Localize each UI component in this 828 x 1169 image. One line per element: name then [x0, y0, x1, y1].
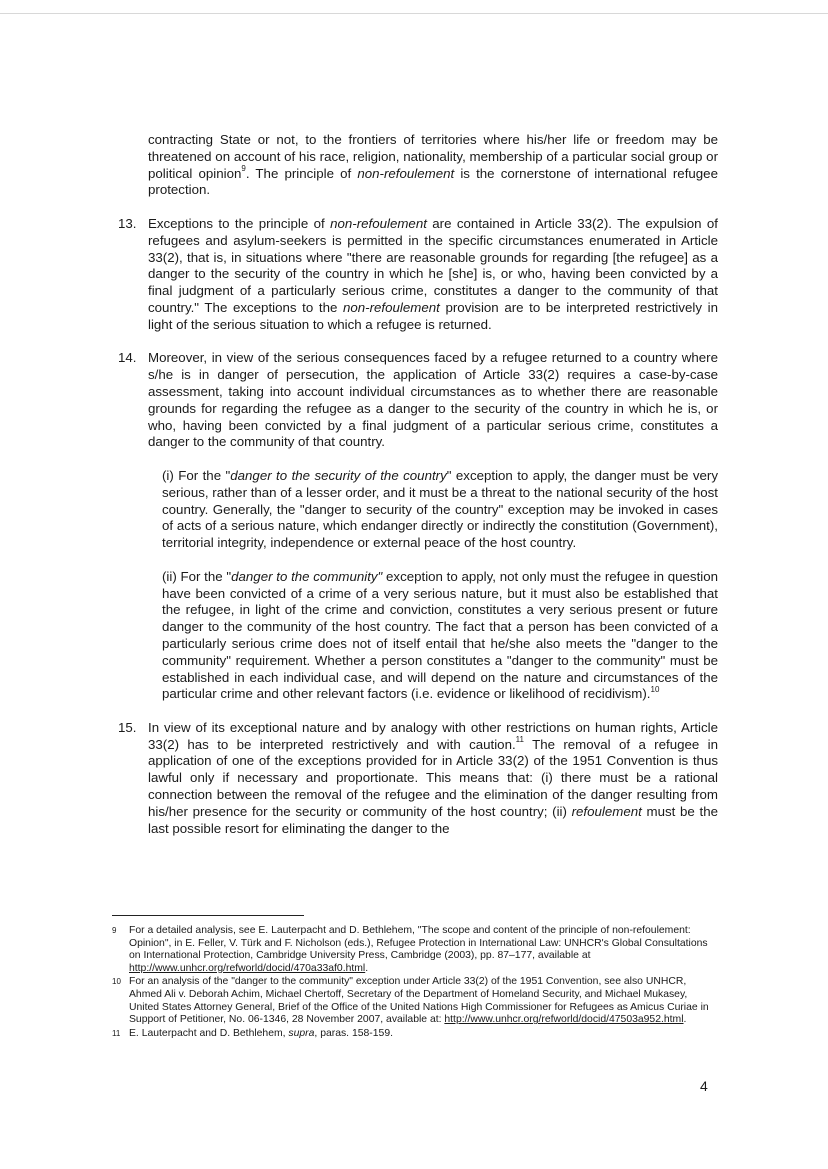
- paragraph-13: 13. Exceptions to the principle of non-refoulement are contained in Article 33(2). The expulsion of refugees and asylum-seekers is permitted in the specific circumstances enumerated in Article 33(2), that is, in situations where "there are reasonable grounds for regarding [the refugee] as a danger to the security of the country in which he [she] is, or who, having been convicted by a final judgment of a particularly serious crime, constitutes a danger to the community of that country." The exceptions to the non-refoulement provision are to be interpreted restrictively in light of the serious situation to which a refugee is returned.: [118, 215, 718, 332]
- footnote-ref-10: 10: [650, 684, 660, 694]
- paragraph-14: 14. Moreover, in view of the serious consequences faced by a refugee returned to a country where s/he is in danger of persecution, the application of Article 33(2) requires a case-by-case assessment, taking into account individual circumstances as to whether there are reasonable grounds for regarding the refugee as a danger to the security of the country in which he is, or who, having been convicted by a final judgment of a particular serious crime, constitutes a danger to the community of that country.: [118, 350, 718, 450]
- footnote-11: 11 E. Lauterpacht and D. Bethlehem, supra, paras. 158-159.: [112, 1027, 393, 1039]
- footnote-10: 10 For an analysis of the "danger to the community" exception under Article 33(2) of the 1951 Convention, see also UNHCR, Ahmed Ali v. Deborah Achim, Michael Chertoff, Secretary of the Department of Homeland Security, and Michael Mukasey, United States Attorney General, Brief of the Office of the United Nations High Commissioner for Refugees as Amicus Curiae in Support of Petitioner, No. 06-1346, 28 November 2007, available at: http://www.unhcr.org/refworld/docid/47503a952.html.: [112, 976, 709, 1026]
- page-number: 4: [700, 1078, 708, 1094]
- paragraph-number: 14.: [118, 350, 137, 366]
- footnote-ref-9: 9: [241, 164, 246, 174]
- page-top-edge: [0, 13, 828, 14]
- footnotes: [112, 925, 718, 1041]
- footnote-link[interactable]: http://www.unhcr.org/refworld/docid/47503a952.html: [444, 1014, 684, 1026]
- paragraph-number: 15.: [118, 719, 137, 735]
- footnote-ref-11: 11: [515, 735, 524, 745]
- footnote-9: 9 For a detailed analysis, see E. Lauterpacht and D. Bethlehem, "The scope and content of the principle of non-refoulement: Opinion", in E. Feller, V. Türk and F. Nicholson (eds.), Refugee Protection in International Law: UNHCR's Global Consultations on International Protection, Cambridge University Press, Cambridge (2003), pp. 87–177, available at http://www.unhcr.org/refworld/docid/470a33af0.html.: [112, 925, 708, 974]
- footnote-separator: [112, 915, 304, 916]
- paragraph-15: 15. In view of its exceptional nature and by analogy with other restrictions on human rights, Article 33(2) has to be interpreted restrictively and with caution.$^{11}$ The removal of a refugee in application of one of the exceptions provided for in Article 33(2) of the 1951 Convention is thus lawful only if necessary and proportionate. This means that: (i) there must be a rational connection between the removal of the refugee and the elimination of the danger resulting from his/her presence for the security or community of the host country; (ii) refoulement must be the last possible resort for eliminating the danger to the: [118, 719, 718, 836]
- subparagraph-i: (i) For the "danger to the security of the country" exception to apply, the danger must be very serious, rather than of a lesser order, and it must be a threat to the national security of the host country. Generally, the "danger to security of the country" exception may be invoked in cases of acts of a serious nature, which endanger directly or indirectly the constitution (Government), territorial integrity, independence or external peace of the host country.: [162, 467, 718, 551]
- subparagraph-ii: (ii) For the "danger to the community" exception to apply, not only must the refugee in question have been convicted of a crime of a very serious nature, but it must also be established that the refugee, in light of the crime and conviction, constitutes a very serious present or future danger to the community of the host country. The fact that a person has been convicted of a particularly serious crime does not of itself entail that he/she also meets the "danger to the community" requirement. Whether a person constitutes a "danger to the community" must be established in each individual case, and will depend on the nature and circumstances of the particular crime and other relevant factors (i.e. evidence or likelihood of recidivism).$^{10}$: [162, 568, 719, 702]
- paragraph-continuation: contracting State or not, to the frontiers of territories where his/her life or freedom may be threatened on account of his race, religion, nationality, membership of a particular social group or political opinion$^9$. The principle of non-refoulement is the cornerstone of international refugee protection.: [148, 132, 718, 198]
- document-body: [118, 132, 718, 837]
- paragraph-number: 13.: [118, 215, 137, 231]
- footnote-link[interactable]: http://www.unhcr.org/refworld/docid/470a33af0.html: [129, 962, 366, 974]
